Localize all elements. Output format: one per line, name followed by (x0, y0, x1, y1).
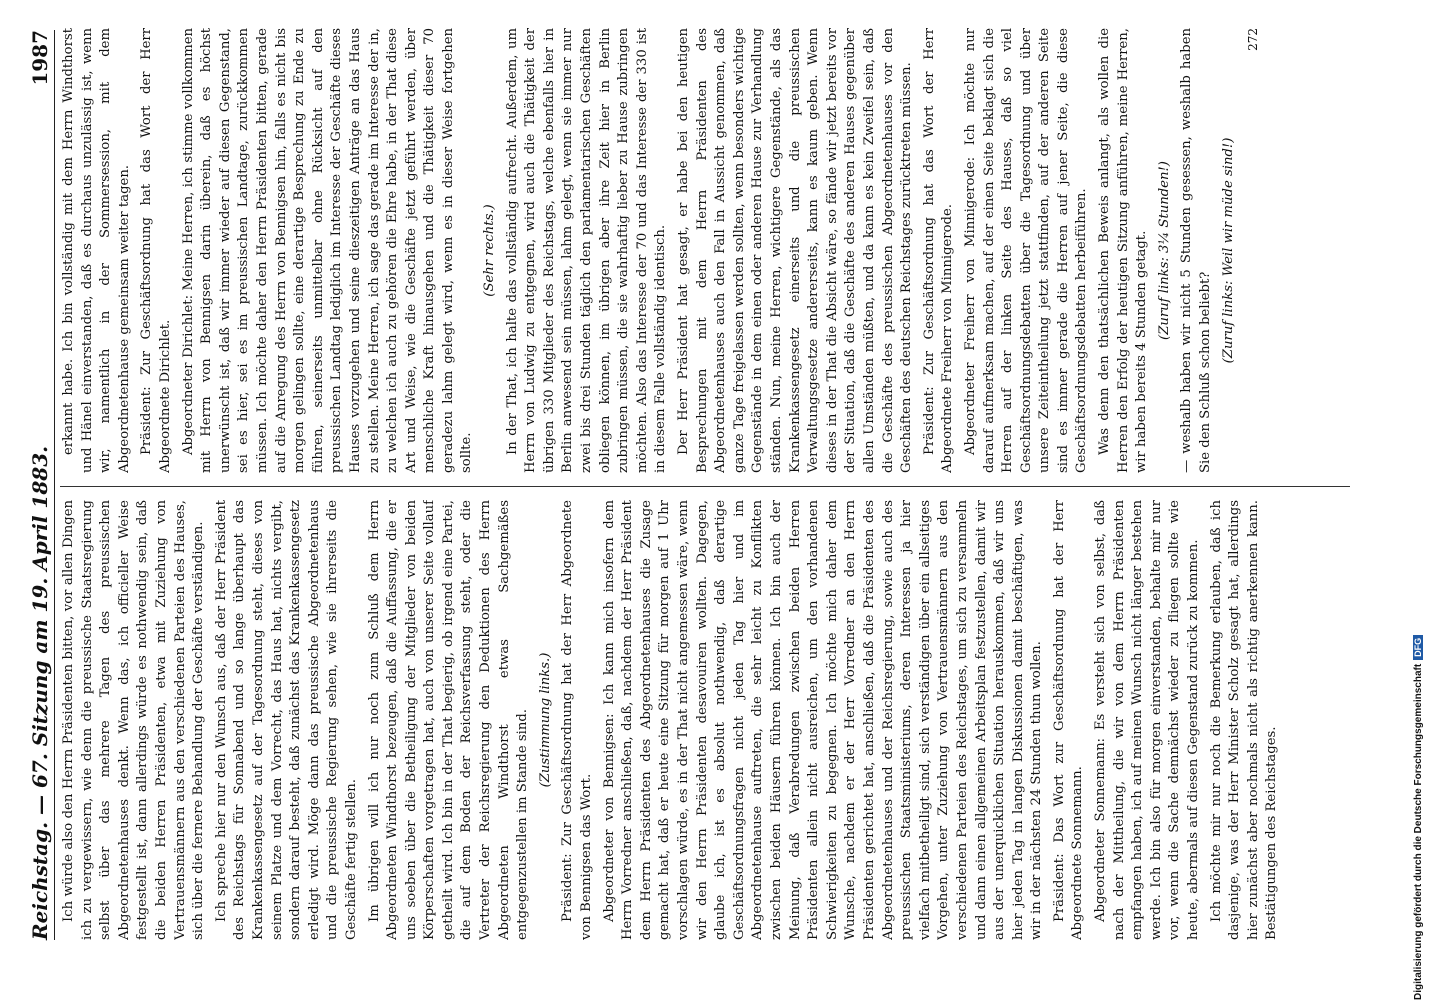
stage-direction: (Zuruf links: 3¼ Stunden!) (1156, 161, 1172, 340)
stage-direction: (Zustimmung links.) (537, 652, 553, 788)
stage-direction: (Zuruf links: Weil wir müde sind!) (1220, 137, 1236, 364)
paragraph: Abgeordneter Freiherr von Minnigerode: Ich möchte nur darauf aufmerksam machen, auf der einen Seite beklagt sich die Herren auf der linken Seite des Hauses, daß so viel Geschäftsordnungsdebatten über die Tagesordnung und über unsere Zeiteintheilung jetzt stattfinden, auf der anderen Seite sind es immer gerade die Herren auf jener Seite, die diese Geschäftsordnungsdebatten herbeiführen. (962, 28, 1090, 473)
credit-line (1413, 0, 1429, 1000)
paragraph: Im übrigen will ich nur noch zum Schluß dem Herrn Abgeordneten Windthorst bezeugen, daß die Auffassung, die er uns soeben über die Betheiligung der Mitglieder von beiden Körperschaften vorgetragen hat, auch von unserer Seite vollauf getheilt wird. Ich bin in der That begierig, ob irgend eine Partei, die auf dem Boden der Reichsverfassung steht, oder die Vertreter der Reichsregierung den Deduktionen des Herrn Abgeordneten Windthorst etwas Sachgemäßes entgegenzustellen im Stande sind. (366, 500, 531, 940)
speaker-paragraph: Präsident: Zur Geschäftsordnung hat das Wort der Herr Abgeordnete Dirichlet. (139, 28, 173, 473)
page-header-title: Reichstag. — 67. Sitzung am 19. April 1883. (28, 445, 52, 940)
stage-direction: (Sehr rechts.) (482, 204, 498, 297)
sheet-signature: 272 (1246, 28, 1261, 51)
paragraph: erkannt habe. Ich bin vollständig mit dem Herrn Windthorst und Hänel einverstanden, daß es durchaus unzulässig ist, wenn wir, namentlich in der Sommersession, mit dem Abgeordnetenhause gemeinsam weiter tagen. (61, 28, 132, 473)
page-number: 1987 (28, 30, 52, 86)
speaker-paragraph: Präsident: Zur Geschäftsordnung hat der Herr Abgeordnete von Bennigsen das Wort. (560, 500, 595, 940)
paragraph: Der Herr Präsident hat gesagt, er habe bei den heutigen Besprechungen mit dem Herrn Präsidenten des Abgeordnetenhauses auch den Fall in Aussicht genommen, daß ganze Tage freigelassen werden sollten, wenn besonders wichtige Gegenstände in dem einen oder anderen Hause zur Verhandlung ständen. Nun, meine Herren, wichtigere Gegenstände, als das Krankenkassengesetz einerseits und die preussischen Verwaltungsgesetze andererseits, kann es kaum geben. Wenn dieses in der That die Absicht wäre, so fände wir jetzt bereits vor der Situation, daß die Geschäfte des anderen Hauses gegenüber allen Umständen müßten, und da kann es kein Zweifel sein, daß die Geschäfte des preussischen Abgeordnetenhauses vor den Geschäften des deutschen Reichstages zurücktreten müssen. (676, 28, 915, 473)
digitization-credit (1410, 0, 1432, 1000)
speaker-paragraph: Präsident: Das Wort zur Geschäftsordnung hat der Herr Abgeordnete Sonnemann. (1051, 500, 1086, 940)
paragraph: — weshalb haben wir nicht 5 Stunden gesessen, weshalb haben Sie den Schluß schon beliebt? (1179, 28, 1214, 473)
paragraph: Ich möchte mir nur noch die Bemerkung erlauben, daß ich dasjenige, was der Herr Minister Scholz gesagt hat, allerdings hier zunächst aber nochmals nicht als richtig anerkennen kann. Bestätigungen des Reichstages. (1208, 500, 1280, 940)
paragraph: Abgeordneter von Bennigsen: Ich kann mich insofern dem Herrn Vorredner anschließen, daß, nachdem der Herr Präsident dem Herrn Präsidenten des Abgeordnetenhauses die Zusage gemacht hat, daß er heute eine Sitzung für morgen auf 1 Uhr vorschlagen würde, es in der That nicht angemessen wäre, wenn wir den Herrn Präsidenten desavouiren wollten. Dagegen, glaube ich, ist es absolut nothwendig, daß derartige Geschäftsordnungsfragen nicht jeden Tag hier und im Abgeordnetenhause auftreten, die sehr leicht zu Konflikten zwischen beiden Häusern führen können. Ich bin auch der Meinung, daß Verabredungen zwischen beiden Herren Präsidenten allein nicht ausreichen, um den vorhandenen Schwierigkeiten zu begegnen. Ich möchte mich daher dem Wunsche, nachdem er der Herr Vorredner an den Herrn Präsidenten gerichtet hat, anschließen, daß die Präsidenten des Abgeordnetenhauses und der Reichsregierung, sowie auch des preussischen Staatsministeriums, deren Interessen ja hier vielfach mitbetheiligt sind, sich verständigen über ein allseitiges Vorgehen, unter Zuziehung von Vertrauensmännern aus den verschiedenen Parteien des Reichstages, um sich zu versammeln und dann einen allgemeinen Arbeitsplan festzustellen, damit wir aus der unerquicklichen Situation herauskommen, daß wir uns hier jeden Tag in langen Diskussionen damit beschäftigen, was wir in der nächsten 24 Stunden thun wollen. (601, 500, 1045, 940)
paragraph: Ich würde also den Herrn Präsidenten bitten, vor allen Dingen ich zu vergewissern, wie denn die preussische Staatsregierung selbst über das mehrere Tagen des preussischen Abgeordnetenhauses denkt. Wenn das, ich officieller Weise festgestellt ist, dann allerdings würde es nothwendig sein, daß die beiden Herren Präsidenten, etwa mit Zuziehung von Vertrauensmännern aus den verschiedenen Parteien des Hauses, sich über die fernere Behandlung der Geschäfte verständigen. (61, 500, 207, 940)
paragraph: Abgeordneter Sonnemann: Es versteht sich von selbst, daß nach der Mittheilung, die wir von dem Herrn Präsidenten empfangen haben, ich auf meinen Wunsch nicht länger bestehen werde. Ich bin also für morgen einverstanden, behalte mir nur vor, wenn die Sache demnächst wieder zu fliegen sollte wie heute, abermals auf diesen Gegenstand zurück zu kommen. (1093, 500, 1202, 940)
text-column-right (60, 28, 1360, 473)
paragraph: Abgeordneter Dirichlet: Meine Herren, ich stimme vollkommen mit Herrn von Bennigsen darin überein, daß es höchst unerwünscht ist, daß wir immer wieder auf diesen Gegenstand, sei es hier, sei es im preussischen Landtage, zurückkommen müssen. Ich möchte daher den Herrn Präsidenten bitten, gerade auf die Anregung des Herrn von Bennigsen hin, falls es nicht bis morgen gelingen sollte, eine derartige Besprechung zu Ende zu führen, seinerseits unmittelbar ohne Rücksicht auf den preussischen Landtag lediglich im Interesse der Geschäfte dieses Hauses vorzugehen und seine dieszeitigen Anträge an das Haus zu stellen. Meine Herren, ich sage das gerade im Interesse der in, zu welchen ich auch zu gehören die Ehre habe, in der That diese Art und Weise, wie die Geschäfte jetzt geführt werden, über menschliche Kraft hinausgehen und die Thätigkeit dieser 70 geradezu lahm gelegt wird, wenn es in dieser Weise fortgehen sollte. (180, 28, 475, 473)
paragraph: Ich spreche hier nur den Wunsch aus, daß der Herr Präsident des Reichstags für Sonnabend und so lange überhaupt das Krankenkassengesetz auf der Tagesordnung steht, dieses von seinem Platze und dem Vorrecht, das Haus hat, nichts vergibt, sondern darauf besteht, daß zunächst das Krankenkassengesetz erledigt wird. Möge dann das preussische Abgeordnetenhaus und die preussische Regierung sehen, wie sie ihrerseits die Geschäfte fertig stellen. (213, 500, 359, 940)
speaker-paragraph: Präsident: Zur Geschäftsordnung hat das Wort der Herr Abgeordnete Freiherr von Minnigerode. (921, 28, 956, 473)
paragraph: In der That, ich halte das vollständig aufrecht. Außerdem, um Herrn von Ludwig zu entgegnen, wird auch die Thätigkeit der übrigen 330 Mitglieder des Reichstags, welche ebenfalls hier in Berlin anwesend sein müssen, lahm gelegt, wenn sie immer nur zwei bis drei Stunden täglich den parlamentarischen Geschäften obliegen können, im übrigen aber ihre Zeit hier in Berlin zubringen müssen, die sie wahrhaftig lieber zu Hause zubringen möchten. Also das Interesse der 70 und das Interesse der 330 ist in diesem Falle vollständig identisch. (504, 28, 669, 473)
dfg-logo: DFG (1413, 635, 1423, 660)
page-header (18, 30, 55, 940)
column-divider (60, 486, 1350, 487)
text-column-left (60, 500, 1360, 940)
credit-text: Digitalisierung gefördert durch die Deutsche Forschungsgemeinschaft (1413, 663, 1424, 1000)
paragraph: Was denn den thatsächlichen Beweis anlangt, als wollen die Herren den Erfolg der heutigen Sitzung anführen, meine Herren, wir haben bereits 4 Stunden getagt. (1097, 28, 1150, 473)
